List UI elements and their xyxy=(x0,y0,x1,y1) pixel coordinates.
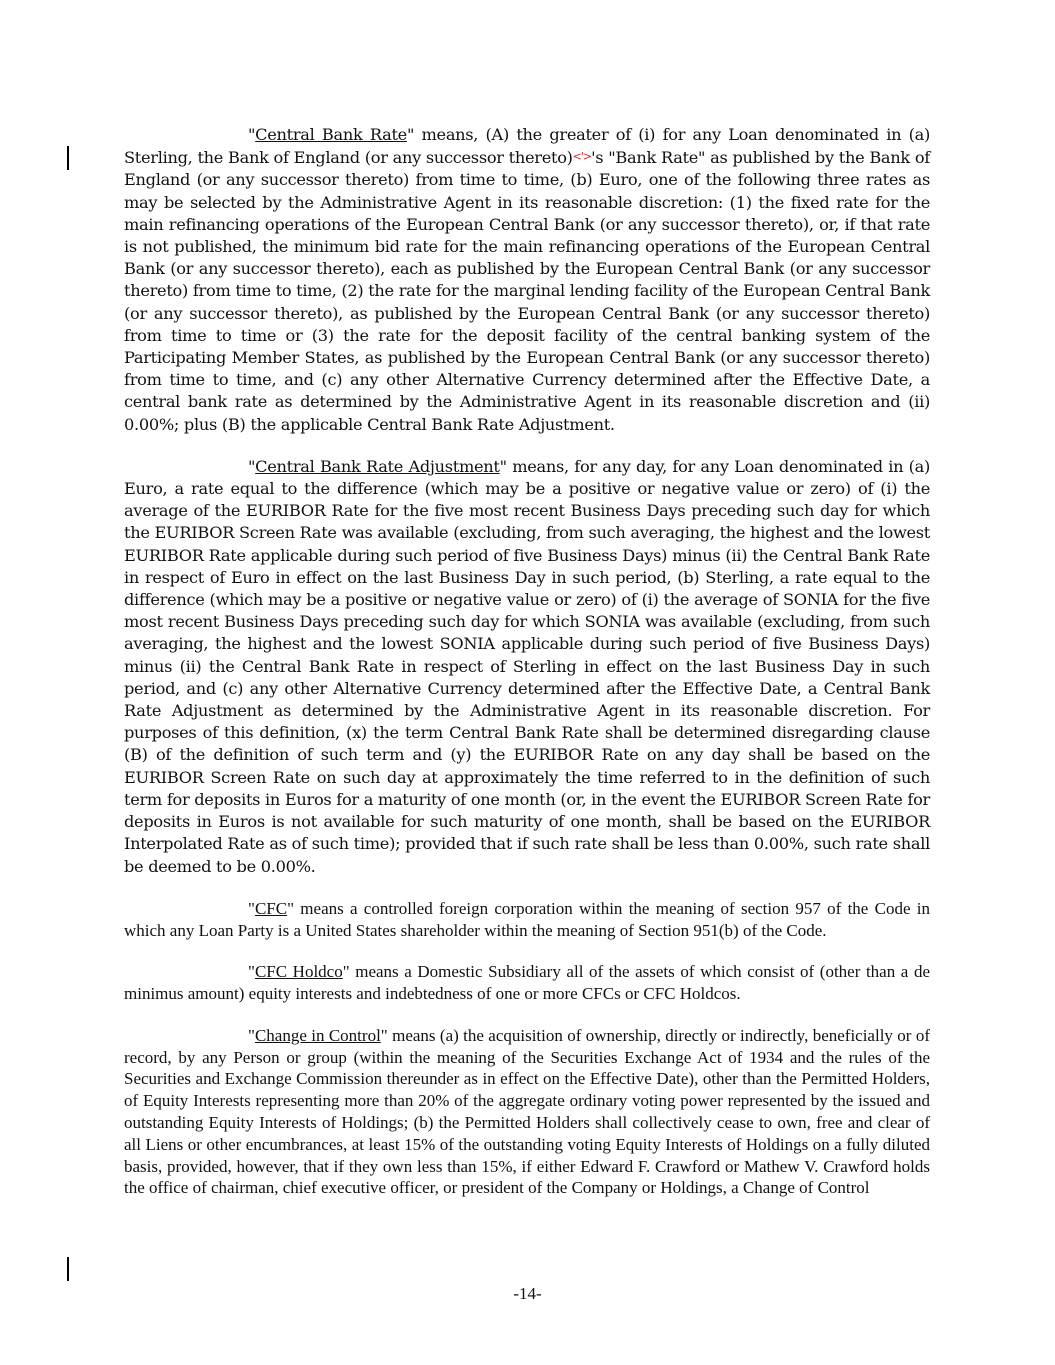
defined-term: Change in Control xyxy=(254,1025,381,1045)
defined-term: Central Bank Rate xyxy=(255,125,407,144)
definition-text-lead: " means, (A) the greater of (i) for any Loan denominated in (a) Sterling, the Bank of England (or any successor thereto) xyxy=(124,125,930,168)
defined-term: CFC xyxy=(254,898,288,918)
definition-central-bank-rate: "Central Bank Rate" means, (A) the greater of (i) for any Loan denominated in (a) Sterling, the Bank of England (or any successor thereto)<'>'s "Bank Rate" as published by the Bank of England (or any successor thereto) from time to time, (b) Euro, one of the following three rates as may be selected by the Administrative Agent in its reasonable discretion: (1) the fixed rate for the main refinancing operations of the European Central Bank (or any successor thereto), or, if that rate is not published, the minimum bid rate for the main refinancing operations of the European Central Bank (or any successor thereto), each as published by the European Central Bank (or any successor thereto) from time to time, (2) the rate for the marginal lending facility of the European Central Bank (or any successor thereto), as published by the European Central Bank (or any successor thereto) from time to time or (3) the rate for the deposit facility of the central banking system of the Participating Member States, as published by the European Central Bank (or any successor thereto) from time to time, and (c) any other Alternative Currency determined after the Effective Date, a central bank rate as determined by the Administrative Agent in its reasonable discretion and (ii) 0.00%; plus (B) the applicable Central Bank Rate Adjustment. xyxy=(124,125,930,434)
definition-cfc-holdco: "CFC Holdco" means a Domestic Subsidiary all of the assets of which consist of (other than a de minimus amount) equity interests and indebtedness of one or more CFCs or CFC Holdcos. xyxy=(124,962,930,1004)
revision-change-bar-top xyxy=(67,146,69,170)
definition-text: 's "Bank Rate" as published by the Bank of England (or any successor thereto) from time to time, (b) Euro, one of the following three rates as may be selected by the Administrative Agent in its reasonable discretion: (1) the fixed rate for the main refinancing operations of the European Central Bank (or any successor thereto), or, if that rate is not published, the minimum bid rate for the main refinancing operations of the European Central Bank (or any successor thereto), each as published by the European Central Bank (or any successor thereto) from time to time, (2) the rate for the marginal lending facility of the European Central Bank (or any successor thereto), as published by the European Central Bank (or any successor thereto) from time to time or (3) the rate for the deposit facility of the central banking system of the Participating Member States, as published by the European Central Bank (or any successor thereto) from time to time, and (c) any other Alternative Currency determined after the Effective Date, a central bank rate as determined by the Administrative Agent in its reasonable discretion and (ii) 0.00%; plus (B) the applicable Central Bank Rate Adjustment. xyxy=(124,148,930,434)
defined-term: CFC Holdco xyxy=(254,962,343,982)
page-number: -14- xyxy=(513,1284,542,1303)
definition-text: " means (a) the acquisition of ownership, directly or indirectly, beneficially or of record, by any Person or group (within the meaning of the Securities Exchange Act of 1934 and the rules of the Securities and Exchange Commission thereunder as in effect on the Effective Date), other than the Permitted Holders, of Equity Interests representing more than 20% of the aggregate ordinary voting power represented by the issued and outstanding Equity Interests of Holdings; (b) the Permitted Holders shall collectively cease to own, free and clear of all Liens or other encumbrances, at least 15% of the outstanding voting Equity Interests of Holdings on a fully diluted basis, provided, however, that if they own less than 15%, if either Edward F. Crawford or Mathew V. Crawford holds the office of chairman, chief executive officer, or president of the Company or Holdings, a Change of Control xyxy=(124,1025,930,1198)
definition-text: " means a controlled foreign corporation within the meaning of section 957 of the Code in which any Loan Party is a United States shareholder within the meaning of Section 951(b) of the Code. xyxy=(124,898,930,940)
document-page xyxy=(124,124,930,1219)
definition-text: " means, for any day, for any Loan denominated in (a) Euro, a rate equal to the difference (which may be a positive or negative value or zero) of (i) the average of the EURIBOR Rate for the five most recent Business Days preceding such day for which the EURIBOR Screen Rate was available (excluding, from such averaging, the highest and the lowest EURIBOR Rate applicable during such period of five Business Days) minus (ii) the Central Bank Rate in respect of Euro in effect on the last Business Day in such period, (b) Sterling, a rate equal to the difference (which may be a positive or negative value or zero) of (i) the average of SONIA for the five most recent Business Days preceding such day for which SONIA was available (excluding, from such averaging, the highest and the lowest SONIA applicable during such period of five Business Days) minus (ii) the Central Bank Rate in respect of Sterling in effect on the last Business Day in such period, and (c) any other Alternative Currency determined after the Effective Date, a Central Bank Rate Adjustment as determined by the Administrative Agent in its reasonable discretion. For purposes of this definition, (x) the term Central Bank Rate shall be determined disregarding clause (B) of the definition of such term and (y) the EURIBOR Rate on any day shall be based on the EURIBOR Screen Rate on such day at approximately the time referred to in the definition of such term for deposits in Euros for a maturity of one month (or, in the event the EURIBOR Screen Rate for deposits in Euros is not available for such maturity of one month, shall be based on the EURIBOR Interpolated Rate as of such time); provided that if such rate shall be less than 0.00%, such rate shall be deemed to be 0.00%. xyxy=(124,456,930,876)
revision-change-bar-bottom xyxy=(67,1257,69,1281)
defined-term: Central Bank Rate Adjustment xyxy=(255,456,500,476)
definition-central-bank-rate-adjustment: "Central Bank Rate Adjustment" means, for any day, for any Loan denominated in (a) Euro, a rate equal to the difference (which may be a positive or negative value or zero) of (i) the average of the EURIBOR Rate for the five most recent Business Days preceding such day for which the EURIBOR Screen Rate was available (excluding, from such averaging, the highest and the lowest EURIBOR Rate applicable during such period of five Business Days) minus (ii) the Central Bank Rate in respect of Euro in effect on the last Business Day in such period, (b) Sterling, a rate equal to the difference (which may be a positive or negative value or zero) of (i) the average of SONIA for the five most recent Business Days preceding such day for which SONIA was available (excluding, from such averaging, the highest and the lowest SONIA applicable during such period of five Business Days) minus (ii) the Central Bank Rate in respect of Sterling in effect on the last Business Day in such period, and (c) any other Alternative Currency determined after the Effective Date, a Central Bank Rate Adjustment as determined by the Administrative Agent in its reasonable discretion. For purposes of this definition, (x) the term Central Bank Rate shall be determined disregarding clause (B) of the definition of such term and (y) the EURIBOR Rate on any day shall be based on the EURIBOR Screen Rate on such day at approximately the time referred to in the definition of such term for deposits in Euros for a maturity of one month (or, in the event the EURIBOR Screen Rate for deposits in Euros is not available for such maturity of one month, shall be based on the EURIBOR Interpolated Rate as of such time); provided that if such rate shall be less than 0.00%, such rate shall be deemed to be 0.00%. xyxy=(124,456,930,876)
definition-text: " means a Domestic Subsidiary all of the assets of which consist of (other than a de minimus amount) equity interests and indebtedness of one or more CFCs or CFC Holdcos. xyxy=(124,962,930,1004)
definition-change-in-control: "Change in Control" means (a) the acquisition of ownership, directly or indirectly, beneficially or of record, by any Person or group (within the meaning of the Securities Exchange Act of 1934 and the rules of the Securities and Exchange Commission thereunder as in effect on the Effective Date), other than the Permitted Holders, of Equity Interests representing more than 20% of the aggregate ordinary voting power represented by the issued and outstanding Equity Interests of Holdings; (b) the Permitted Holders shall collectively cease to own, free and clear of all Liens or other encumbrances, at least 15% of the outstanding voting Equity Interests of Holdings on a fully diluted basis, provided, however, that if they own less than 15%, if either Edward F. Crawford or Mathew V. Crawford holds the office of chairman, chief executive officer, or president of the Company or Holdings, a Change of Control xyxy=(124,1025,930,1198)
definition-cfc: "CFC" means a controlled foreign corporation within the meaning of section 957 of the Code in which any Loan Party is a United States shareholder within the meaning of Section 951(b) of the Code. xyxy=(124,898,930,940)
redline-insertion-mark: <'> xyxy=(572,150,592,164)
